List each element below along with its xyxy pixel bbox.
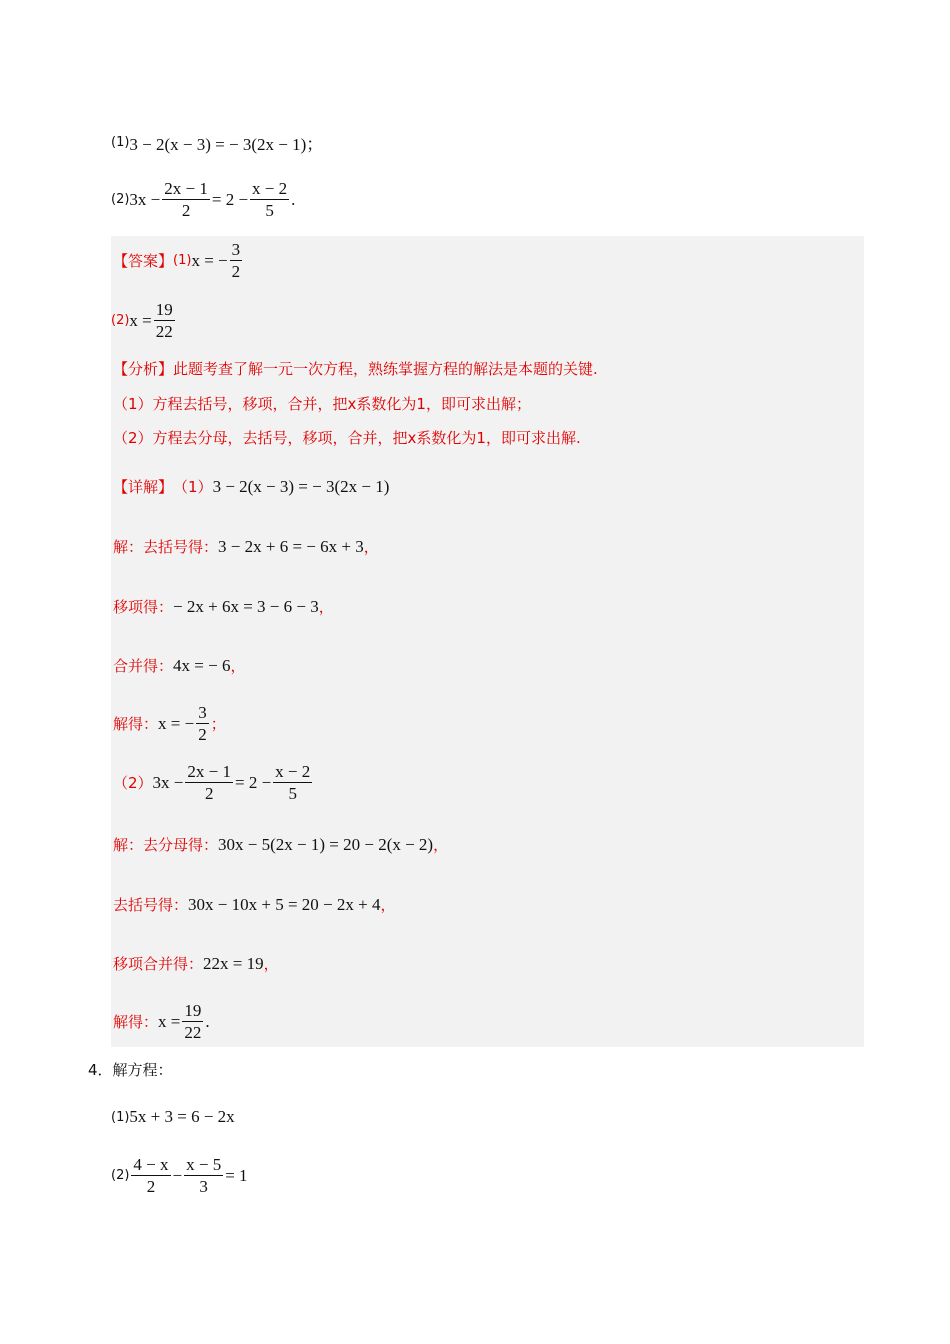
step-label: 解：去分母得： (113, 836, 219, 854)
step-end: ， (380, 896, 396, 914)
q4-part2-label: (2) (111, 1168, 130, 1183)
step-end: ， (263, 955, 279, 973)
detail-part-2-lead: 3x − (152, 772, 184, 792)
detail-step-8 (113, 1000, 210, 1043)
analysis-step-1-text: （1）方程去括号，移项，合并，把x系数化为1，即可求出解； (113, 395, 531, 413)
fraction-denominator: 22 (155, 322, 173, 341)
detail-step-2 (113, 596, 334, 617)
step-label: 解：去括号得： (113, 538, 219, 556)
answer-2-label: (2) (111, 313, 130, 328)
answer-1-label: (1) (173, 253, 192, 268)
fraction-numerator: 4 − x (133, 1155, 169, 1174)
step-end: . (205, 1011, 210, 1031)
q4-heading (88, 1059, 173, 1080)
q3-part1 (111, 130, 323, 155)
step-label: 去括号得： (113, 896, 189, 914)
q4-part1 (111, 1107, 235, 1127)
fraction-numerator: x − 2 (252, 179, 288, 198)
detail-part-1-equation: 3 − 2(x − 3) = − 3(2x − 1) (212, 476, 390, 496)
fraction-numerator: x − 5 (186, 1155, 222, 1174)
step-equation: 3 − 2x + 6 = − 6x + 3 (218, 536, 364, 556)
q4-part1-equation: 5x + 3 = 6 − 2x (129, 1107, 235, 1126)
q4-title: 解方程： (112, 1061, 173, 1079)
detail-part-2-mid: = 2 − (234, 772, 272, 792)
step-fraction (182, 1000, 203, 1043)
detail-tag: 【详解】 (113, 478, 174, 496)
detail-step-3 (113, 655, 245, 676)
fraction-numerator: 2x − 1 (164, 179, 208, 198)
q4-number: 4． (88, 1061, 113, 1079)
detail-part-2-fraction-1 (185, 761, 233, 804)
q3-part2-fraction-2 (250, 178, 289, 221)
step-label: 移项合并得： (113, 955, 204, 973)
step-end: ， (433, 836, 449, 854)
fraction-denominator: 2 (146, 1177, 156, 1196)
fraction-denominator: 3 (199, 1177, 208, 1196)
fraction-numerator: 19 (184, 1001, 202, 1020)
step-label: 移项得： (113, 598, 174, 616)
step-label: 合并得： (113, 657, 174, 675)
analysis-step-2 (113, 427, 581, 448)
detail-step-1 (113, 536, 379, 557)
fraction-denominator: 5 (288, 784, 297, 803)
answer-2-fraction (154, 299, 175, 342)
step-end: ， (318, 598, 334, 616)
detail-step-7 (113, 953, 279, 974)
detail-part-1-label: （1） (173, 478, 213, 496)
fraction-denominator: 5 (265, 201, 274, 220)
q4-part2 (111, 1154, 248, 1197)
fraction-denominator: 22 (184, 1023, 202, 1042)
analysis-text: 此题考查了解一元一次方程，熟练掌握方程的解法是本题的关键. (173, 360, 598, 378)
q4-part2-fraction-2 (184, 1154, 223, 1197)
step-equation: 30x − 10x + 5 = 20 − 2x + 4 (188, 894, 381, 914)
answer-1-fraction (230, 239, 243, 282)
analysis-step-1 (113, 393, 531, 414)
fraction-numerator: 3 (198, 703, 207, 722)
answer-line-2 (111, 299, 177, 342)
detail-step-4 (113, 702, 226, 745)
detail-part-2-label: （2） (113, 774, 153, 792)
fraction-denominator: 2 (204, 784, 214, 803)
step-equation: 22x = 19 (203, 953, 264, 973)
answer-tag: 【答案】 (113, 252, 174, 270)
q4-part2-end: = 1 (225, 1165, 248, 1185)
step-fraction (196, 702, 209, 745)
detail-step-5 (113, 834, 448, 855)
fraction-numerator: 19 (155, 300, 173, 319)
fraction-denominator: 2 (181, 201, 191, 220)
step-label: 解得： (113, 1013, 159, 1031)
q3-part2-label: (2) (111, 192, 130, 207)
analysis-line (113, 358, 598, 379)
q4-part1-label: (1) (111, 1109, 130, 1125)
step-end: ， (363, 538, 379, 556)
q4-part2-fraction-1 (131, 1154, 170, 1197)
detail-step-6 (113, 894, 395, 915)
answer-line-1 (113, 239, 244, 282)
answer-2-lead: x = (129, 310, 152, 330)
answer-1-lead: x = − (191, 250, 228, 270)
fraction-denominator: 2 (231, 262, 241, 281)
q4-part2-mid: − (172, 1165, 183, 1185)
step-lead: x = (158, 1011, 181, 1031)
step-end: ； (210, 715, 226, 733)
q3-part2-mid: = 2 − (211, 189, 249, 209)
q3-part2-end: . (291, 189, 296, 209)
detail-line-1 (113, 476, 389, 497)
q3-part1-equation: 3 − 2(x − 3) = − 3(2x − 1)； (129, 135, 324, 154)
analysis-step-2-text: （2）方程去分母，去括号，移项，合并，把x系数化为1，即可求出解. (113, 429, 581, 447)
step-equation: 30x − 5(2x − 1) = 20 − 2(x − 2) (218, 834, 434, 854)
fraction-denominator: 2 (198, 725, 207, 744)
detail-part-2-fraction-2 (273, 761, 312, 804)
step-equation: − 2x + 6x = 3 − 6 − 3 (173, 596, 319, 616)
fraction-numerator: 2x − 1 (187, 762, 231, 781)
q3-part2-lead: 3x − (129, 189, 161, 209)
q3-part2-fraction-1 (162, 178, 210, 221)
q3-part2 (111, 178, 295, 221)
q3-part1-label: (1) (111, 135, 130, 150)
detail-part-2 (113, 761, 314, 804)
step-label: 解得： (113, 715, 159, 733)
step-equation: 4x = − 6 (173, 655, 231, 675)
fraction-numerator: 3 (231, 240, 241, 259)
analysis-tag: 【分析】 (113, 360, 174, 378)
fraction-numerator: x − 2 (275, 762, 311, 781)
step-end: ， (230, 657, 246, 675)
step-lead: x = − (158, 713, 195, 733)
